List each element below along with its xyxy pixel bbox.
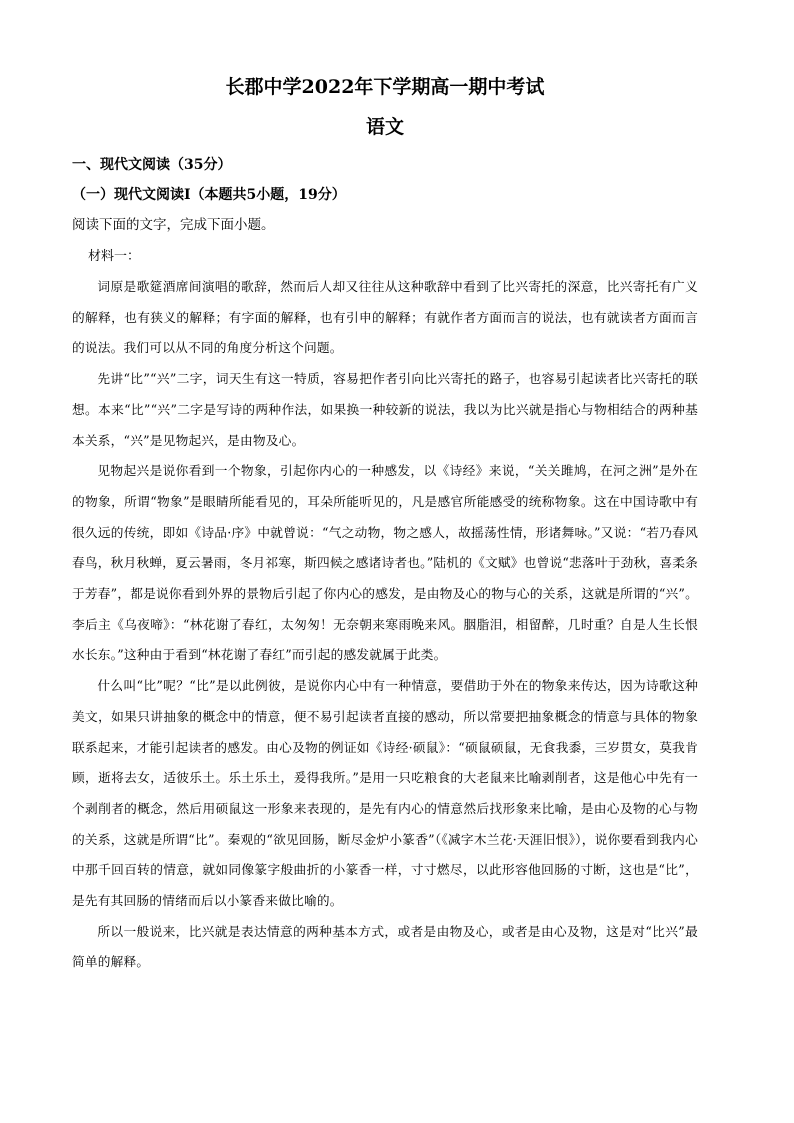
material-label: 材料一： (88, 249, 141, 264)
paragraph-1: 词原是歌筵酒席间演唱的歌辞，然而后人却又往往从这种歌辞中看到了比兴寄托的深意，比兴寄托有广义的解释，也有狭义的解释；有字面的解释，也有引申的解释；有就作者方面而言的说法，也有就读者方面而言的说法。我们可以从不同的角度分析这个问题。 (72, 279, 698, 356)
paragraph-4: 什么叫“比”呢？“比”是以此例彼，是说你内心中有一种情意，要借助于外在的物象来传达，因为诗歌这种美文，如果只讲抽象的概念中的情意，便不易引起读者直接的感动，所以常要把抽象概念的情意与具体的物象联系起来，才能引起读者的感发。由心及物的例证如《诗经·硕鼠》：“硕鼠硕鼠，无食我黍，三岁贯女，莫我肯顾，逝将去女，适彼乐土。乐土乐土，爰得我所。”是用一只吃粮食的大老鼠来比喻剥削者，这是他心中先有一个剥削者的概念，然后用硕鼠这一形象来表现的，是先有内心的情意然后找形象来比喻，是由心及物的心与物的关系，这就是所谓“比”。秦观的“欲见回肠，断尽金炉小篆香”（《减字木兰花·天涯旧恨》），说你要看到我内心中那千回百转的情意，就如同像篆字般曲折的小篆香一样，寸寸燃尽，以此形容他回肠的寸断，这也是“比”，是先有其回肠的情绪而后以小篆香来做比喻的。 (72, 678, 698, 909)
section-heading: 一、现代文阅读（35分） (72, 157, 232, 173)
exam-title: 长郡中学2022年下学期高一期中考试 (225, 76, 545, 98)
paragraph-2: 先讲“比”“兴”二字，词天生有这一特质，容易把作者引向比兴寄托的路子，也容易引起读者比兴寄托的联想。本来“比”“兴”二字是写诗的两种作法，如果换一种较新的说法，我以为比兴就是指心与物相结合的两种基本关系，“兴”是见物起兴，是由物及心。 (72, 371, 698, 448)
subject-title: 语文 (365, 116, 404, 138)
paragraph-5: 所以一般说来，比兴就是表达情意的两种基本方式，或者是由物及心，或者是由心及物，这是对“比兴”最简单的解释。 (72, 923, 698, 970)
material-body (72, 272, 698, 978)
subsection-heading: （一）现代文阅读Ⅰ（本题共5小题，19分） (72, 187, 346, 203)
paragraph-3: 见物起兴是说你看到一个物象，引起你内心的一种感发，以《诗经》来说，“关关雎鸠，在河之洲”是外在的物象，所谓“物象”是眼睛所能看见的，耳朵所能听见的，凡是感官所能感受的统称物象。这在中国诗歌中有很久远的传统，即如《诗品·序》中就曾说：“气之动物，物之感人，故摇荡性情，形诸舞咏。”又说：“若乃春风春鸟，秋月秋蝉，夏云暑雨，冬月祁寒，斯四候之感诸诗者也。”陆机的《文赋》也曾说“悲落叶于劲秋，喜柔条于芳春”，都是说你看到外界的景物后引起了你内心的感发，是由物及心的物与心的关系，这就是所谓的“兴”。李后主《乌夜啼》：“林花谢了春红，太匆匆！无奈朝来寒雨晚来风。胭脂泪，相留醉，几时重？自是人生长恨水长东。”这种由于看到“林花谢了春红”而引起的感发就属于此类。 (72, 463, 698, 663)
reading-instruction: 阅读下面的文字，完成下面小题。 (72, 217, 275, 233)
